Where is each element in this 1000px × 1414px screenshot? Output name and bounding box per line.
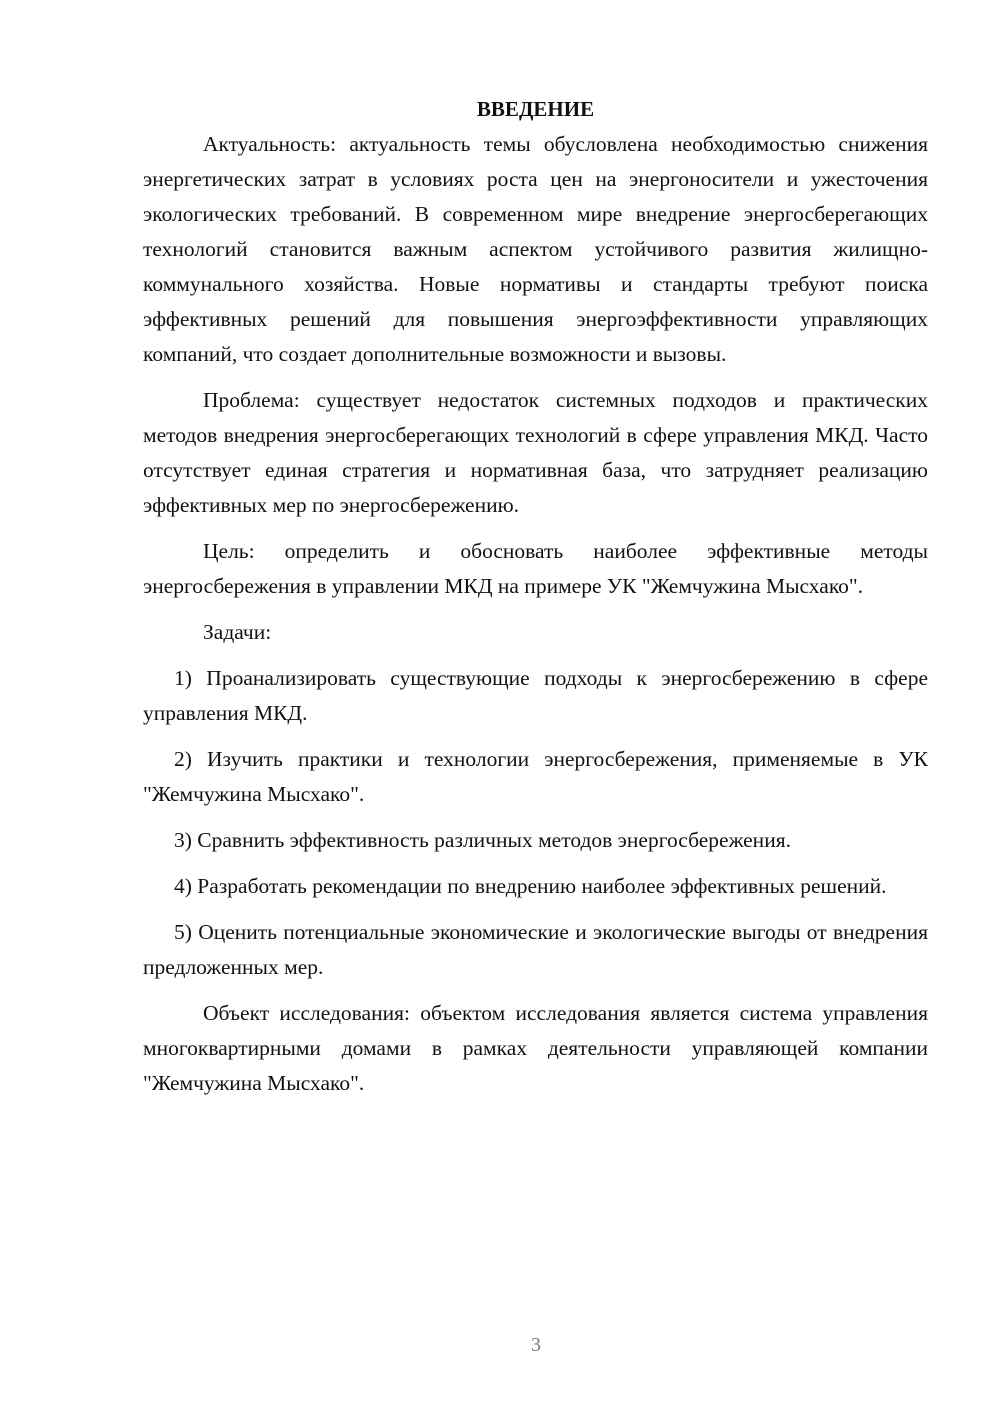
tasks-label: Задачи: xyxy=(203,620,272,644)
paragraph-goal: Цель: определить и обосновать наиболее эффективные методы энергосбережения в управлении МКД на примере УК "Жемчужина Мысхако". xyxy=(143,539,928,598)
list-item: 5) Оценить потенциальные экономические и экологические выгоды от внедрения предложенных мер. xyxy=(143,920,928,979)
list-item: 3) Сравнить эффективность различных методов энергосбережения. xyxy=(174,828,791,852)
section-heading: ВВЕДЕНИЕ xyxy=(476,97,595,121)
page-content xyxy=(143,92,928,1112)
tasks-list xyxy=(143,661,928,985)
paragraph-relevance: Актуальность: актуальность темы обусловлена необходимостью снижения энергетических затрат в условиях роста цен на энергоносители и ужесточения экологических требований. В современном мире внедрение энергосберегающих технологий становится важным аспектом устойчивого развития жилищно-коммунального хозяйства. Новые нормативы и стандарты требуют поиска эффективных решений для повышения энергоэффективности управляющих компаний, что создает дополнительные возможности и вызовы. xyxy=(143,132,928,366)
paragraph-object: Объект исследования: объектом исследования является система управления многоквартирными домами в рамках деятельности управляющей компании "Жемчужина Мысхако". xyxy=(143,1001,928,1095)
page-number: 3 xyxy=(531,1334,541,1356)
list-item: 4) Разработать рекомендации по внедрению наиболее эффективных решений. xyxy=(174,874,887,898)
list-item: 2) Изучить практики и технологии энергосбережения, применяемые в УК "Жемчужина Мысхако". xyxy=(143,747,928,806)
list-item: 1) Проанализировать существующие подходы к энергосбережению в сфере управления МКД. xyxy=(143,666,928,725)
paragraph-problem: Проблема: существует недостаток системных подходов и практических методов внедрения энергосберегающих технологий в сфере управления МКД. Часто отсутствует единая стратегия и нормативная база, что затрудняет реализацию эффективных мер по энергосбережению. xyxy=(143,388,928,517)
